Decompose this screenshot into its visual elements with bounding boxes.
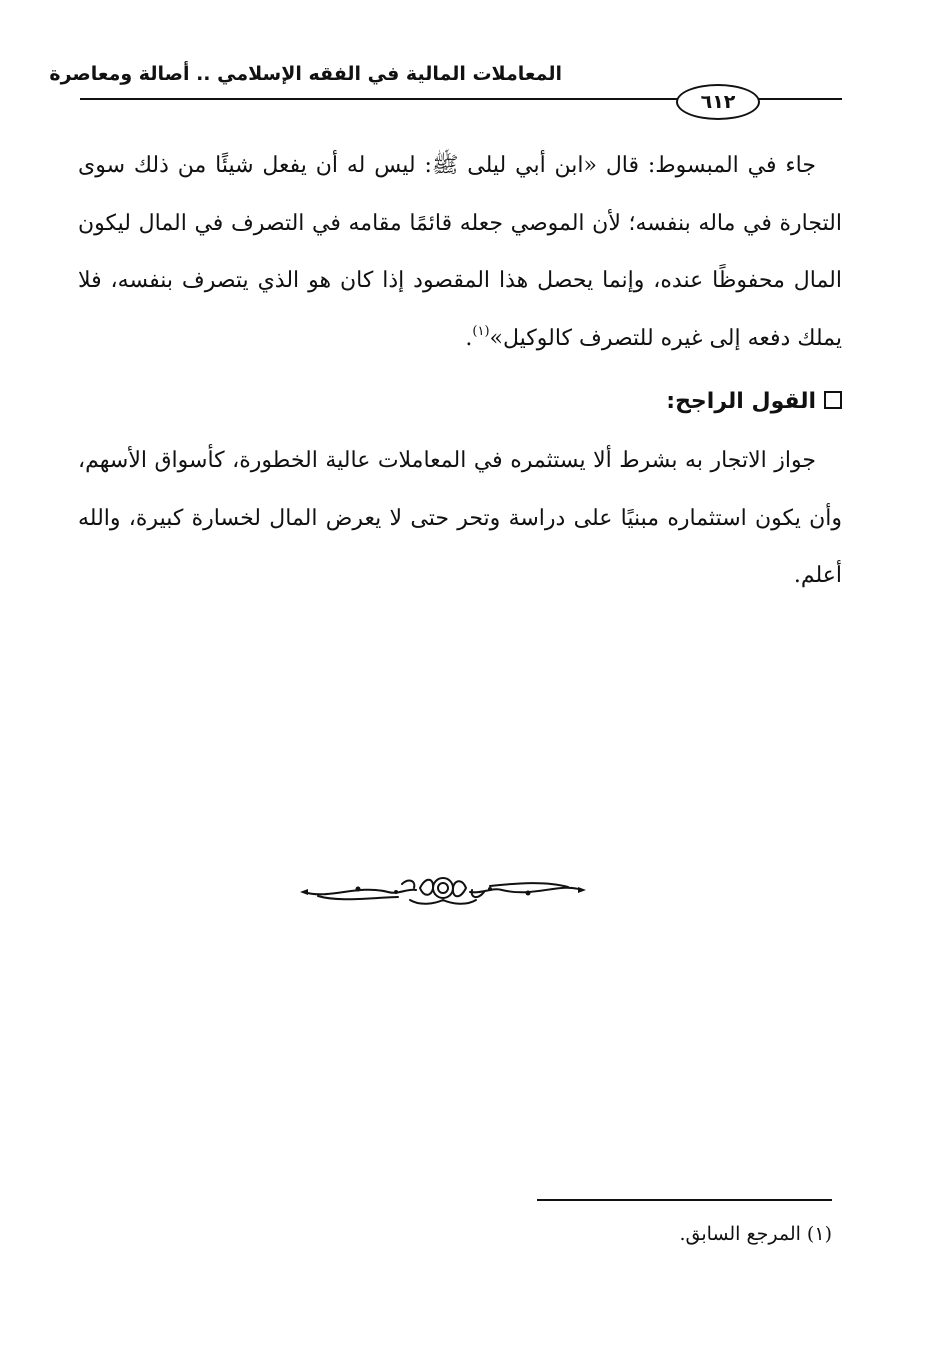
ornament-divider-icon bbox=[298, 870, 588, 910]
section-heading-text: القول الراجح: bbox=[666, 389, 816, 414]
running-title: المعاملات المالية في الفقه الإسلامي .. أصالة ومعاصرة bbox=[49, 63, 562, 85]
footnote-reference[interactable]: (١) bbox=[472, 323, 490, 339]
checkbox-icon bbox=[824, 391, 842, 409]
paragraph-ruling bbox=[78, 432, 842, 605]
section-heading bbox=[400, 380, 842, 424]
page-number: ٦١٢ bbox=[676, 84, 760, 120]
paragraph-quote-text: جاء في المبسوط: قال «ابن أبي ليلى ﷺ: ليس له أن يفعل شيئًا من ذلك سوى التجارة في ماله بنفسه؛ لأن الموصي جعله قائمًا مقامه في التصرف في المال ليكون المال محفوظًا عنده، وإنما يحصل هذا المقصود إذا كان هو الذي يتصرف بنفسه، فلا يملك دفعه إلى غيره للتصرف كالوكيل» bbox=[78, 153, 842, 351]
paragraph-quote bbox=[78, 137, 842, 367]
paragraph-ruling-text: جواز الاتجار به بشرط ألا يستثمره في المعاملات عالية الخطورة، كأسواق الأسهم، وأن يكون استثماره مبنيًا على دراسة وتحر حتى لا يعرض المال لخسارة كبيرة، والله أعلم. bbox=[78, 448, 842, 588]
footnote-rule bbox=[537, 1199, 832, 1201]
paragraph-quote-end: . bbox=[465, 325, 473, 351]
footnote-1: (١) المرجع السابق. bbox=[679, 1223, 832, 1245]
